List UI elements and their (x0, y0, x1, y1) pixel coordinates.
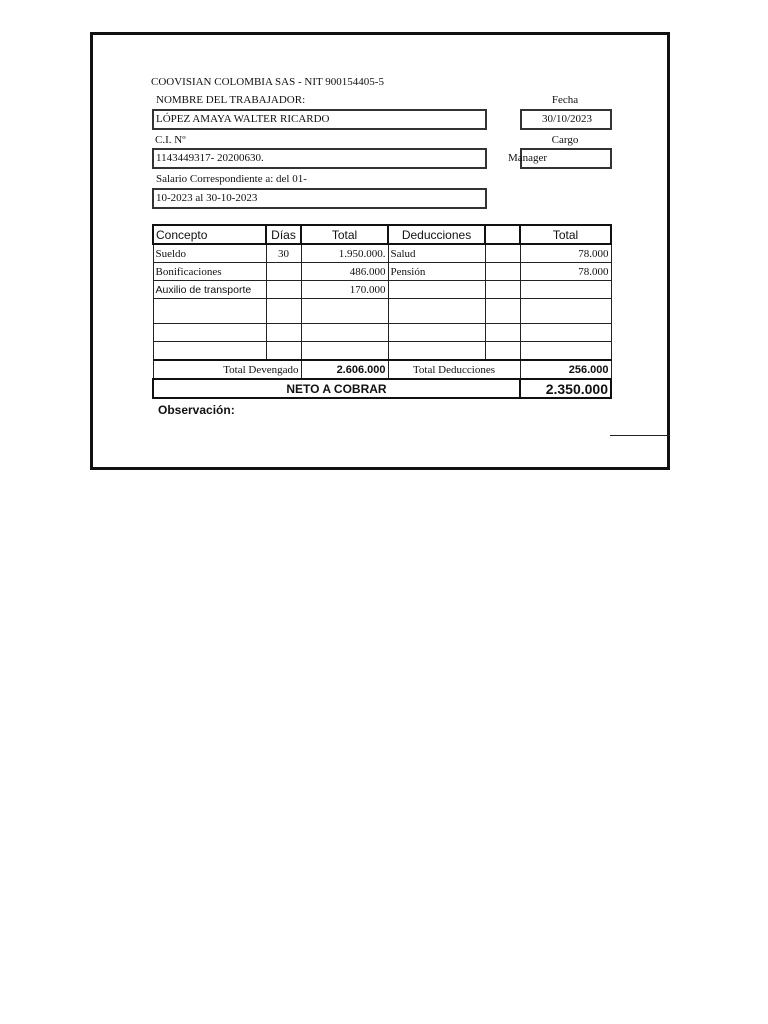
cell-blank (485, 342, 520, 361)
date-label: Fecha (551, 94, 579, 106)
neto-label: NETO A COBRAR (153, 379, 520, 398)
cargo-label: Cargo (551, 134, 579, 146)
table-row (153, 342, 611, 361)
cell-dias (266, 299, 301, 324)
cell-dias (266, 342, 301, 361)
total-devengado-label: Total Devengado (153, 360, 301, 379)
cell-blank (485, 299, 520, 324)
worker-name-field: LÓPEZ AMAYA WALTER RICARDO (152, 109, 487, 130)
totals-row (153, 360, 611, 379)
cell-concepto: Bonificaciones (153, 263, 266, 281)
cell-total (301, 324, 388, 342)
payroll-table (152, 224, 612, 399)
total-deducciones-label: Total Deducciones (388, 360, 520, 379)
table-row (153, 263, 611, 281)
header-total-deductions: Total (520, 225, 611, 244)
header-blank (485, 225, 520, 244)
neto-row (153, 379, 611, 398)
cell-total (301, 342, 388, 361)
cell-total: 1.950.000. (301, 244, 388, 263)
worker-label: NOMBRE DEL TRABAJADOR: (156, 94, 306, 106)
cargo-value: Manager (508, 152, 548, 164)
table-row (153, 244, 611, 263)
cell-deduccion (388, 299, 485, 324)
header-total: Total (301, 225, 388, 244)
neto-value: 2.350.000 (520, 379, 611, 398)
cell-dias (266, 263, 301, 281)
ci-field: 1143449317- 20200630. (152, 148, 487, 169)
cell-deduccion-total (520, 324, 611, 342)
observacion-label: Observación: (158, 403, 235, 417)
header-dias: Días (266, 225, 301, 244)
cell-dias: 30 (266, 244, 301, 263)
cell-blank (485, 263, 520, 281)
ci-label: C.I. Nº (155, 134, 186, 146)
cell-concepto: Auxilio de transporte (153, 281, 266, 299)
cell-deduccion: Salud (388, 244, 485, 263)
cell-deduccion-total (520, 281, 611, 299)
cell-deduccion-total (520, 342, 611, 361)
table-row (153, 299, 611, 324)
cell-concepto: Sueldo (153, 244, 266, 263)
cell-total (301, 299, 388, 324)
cell-blank (485, 324, 520, 342)
table-header-row (153, 225, 611, 244)
salary-period-field: 10-2023 al 30-10-2023 (152, 188, 487, 209)
cell-deduccion (388, 324, 485, 342)
cell-concepto (153, 299, 266, 324)
cell-deduccion-total: 78.000 (520, 244, 611, 263)
header-concepto: Concepto (153, 225, 266, 244)
cell-deduccion-total (520, 299, 611, 324)
cell-dias (266, 281, 301, 299)
cell-dias (266, 324, 301, 342)
cell-blank (485, 281, 520, 299)
salary-label: Salario Correspondiente a: del 01- (156, 173, 307, 185)
total-deducciones-value: 256.000 (520, 360, 611, 379)
table-row (153, 324, 611, 342)
cell-deduccion: Pensión (388, 263, 485, 281)
cell-deduccion (388, 342, 485, 361)
date-field: 30/10/2023 (520, 109, 612, 130)
cell-total: 170.000 (301, 281, 388, 299)
cell-blank (485, 244, 520, 263)
total-devengado-value: 2.606.000 (301, 360, 388, 379)
cell-deduccion-total: 78.000 (520, 263, 611, 281)
table-row (153, 281, 611, 299)
cell-concepto (153, 324, 266, 342)
company-line: COOVISIAN COLOMBIA SAS - NIT 900154405-5 (151, 76, 384, 88)
cell-total: 486.000 (301, 263, 388, 281)
cell-concepto (153, 342, 266, 361)
cell-deduccion (388, 281, 485, 299)
header-deducciones: Deducciones (388, 225, 485, 244)
signature-line (610, 435, 670, 436)
